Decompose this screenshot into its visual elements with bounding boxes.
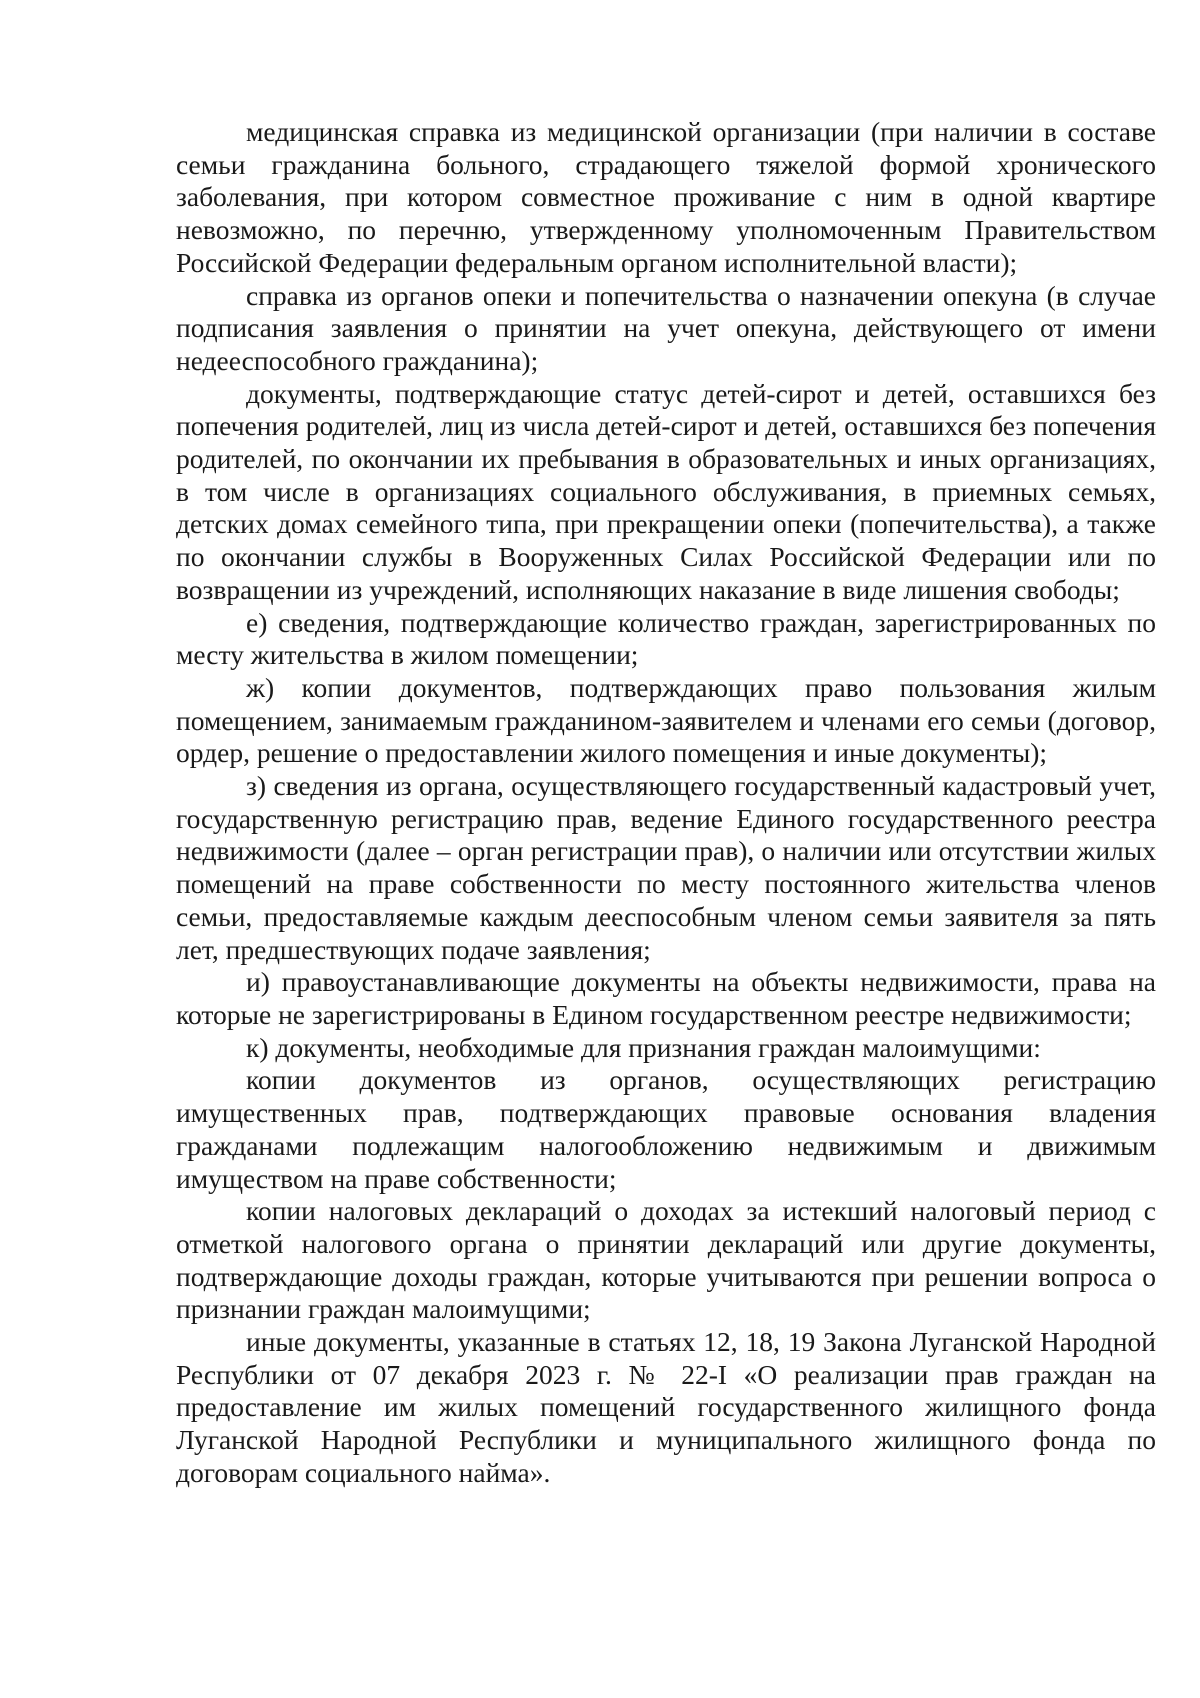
paragraph-item-i: и) правоустанавливающие документы на объекты недвижимости, права на которые не зарегистрированы в Едином государственном реестре недвижимости; (176, 966, 1156, 1030)
paragraph-orphan-status-documents: документы, подтверждающие статус детей-сирот и детей, оставшихся без попечения родителей, лиц из числа детей-сирот и детей, оставшихся без попечения родителей, по окончании их пребывания в образовательных и иных организациях, в том числе в организациях социального обслуживания, в приемных семьях, детских домах семейного типа, при прекращении опеки (попечительства), а также по окончании службы в Вооруженных Силах Российской Федерации или по возвращении из учреждений, исполняющих наказание в виде лишения свободы; (176, 377, 1156, 605)
paragraph-medical-certificate: медицинская справка из медицинской организации (при наличии в составе семьи гражданина больного, страдающего тяжелой формой хронического заболевания, при котором совместное проживание с ним в одной квартире невозможно, по перечню, утвержденному уполномоченным Правительством Российской Федерации федеральным органом исполнительной власти); (176, 116, 1156, 278)
paragraph-other-documents: иные документы, указанные в статьях 12, 18, 19 Закона Луганской Народной Республики от 07 декабря 2023 г. № 22-I «О реализации прав граждан на предоставление им жилых помещений государственного жилищного фонда Луганской Народной Республики и муниципального жилищного фонда по договорам социального найма». (176, 1326, 1156, 1488)
paragraph-tax-declarations: копии налоговых деклараций о доходах за истекший налоговый период с отметкой налогового органа о принятии деклараций или другие документы, подтверждающие доходы граждан, которые учитываются при решении вопроса о признании граждан малоимущими; (176, 1195, 1156, 1325)
document-body (176, 116, 1156, 1490)
paragraph-item-e: е) сведения, подтверждающие количество граждан, зарегистрированных по месту жительства в жилом помещении; (176, 606, 1156, 671)
paragraph-item-z: з) сведения из органа, осуществляющего государственный кадастровый учет, государственную регистрацию прав, ведение Единого государственного реестра недвижимости (далее – орган регистрации прав), о наличии или отсутствии жилых помещений на праве собственности по месту постоянного жительства членов семьи, предоставляемые каждым дееспособным членом семьи заявителя за пять лет, предшествующих подаче заявления; (176, 770, 1156, 965)
paragraph-item-k: к) документы, необходимые для признания граждан малоимущими: (246, 1031, 1041, 1063)
paragraph-guardianship-certificate: справка из органов опеки и попечительства о назначении опекуна (в случае подписания заявления о принятии на учет опекуна, действующего от имени недееспособного гражданина); (176, 279, 1156, 376)
paragraph-item-zh: ж) копии документов, подтверждающих право пользования жилым помещением, занимаемым гражданином-заявителем и членами его семьи (договор, ордер, решение о предоставлении жилого помещения и иные документы); (176, 671, 1156, 769)
paragraph-property-rights-copies: копии документов из органов, осуществляющих регистрацию имущественных прав, подтверждающих правовые основания владения гражданами подлежащим налогообложению недвижимым и движимым имуществом на праве собственности; (176, 1064, 1156, 1194)
